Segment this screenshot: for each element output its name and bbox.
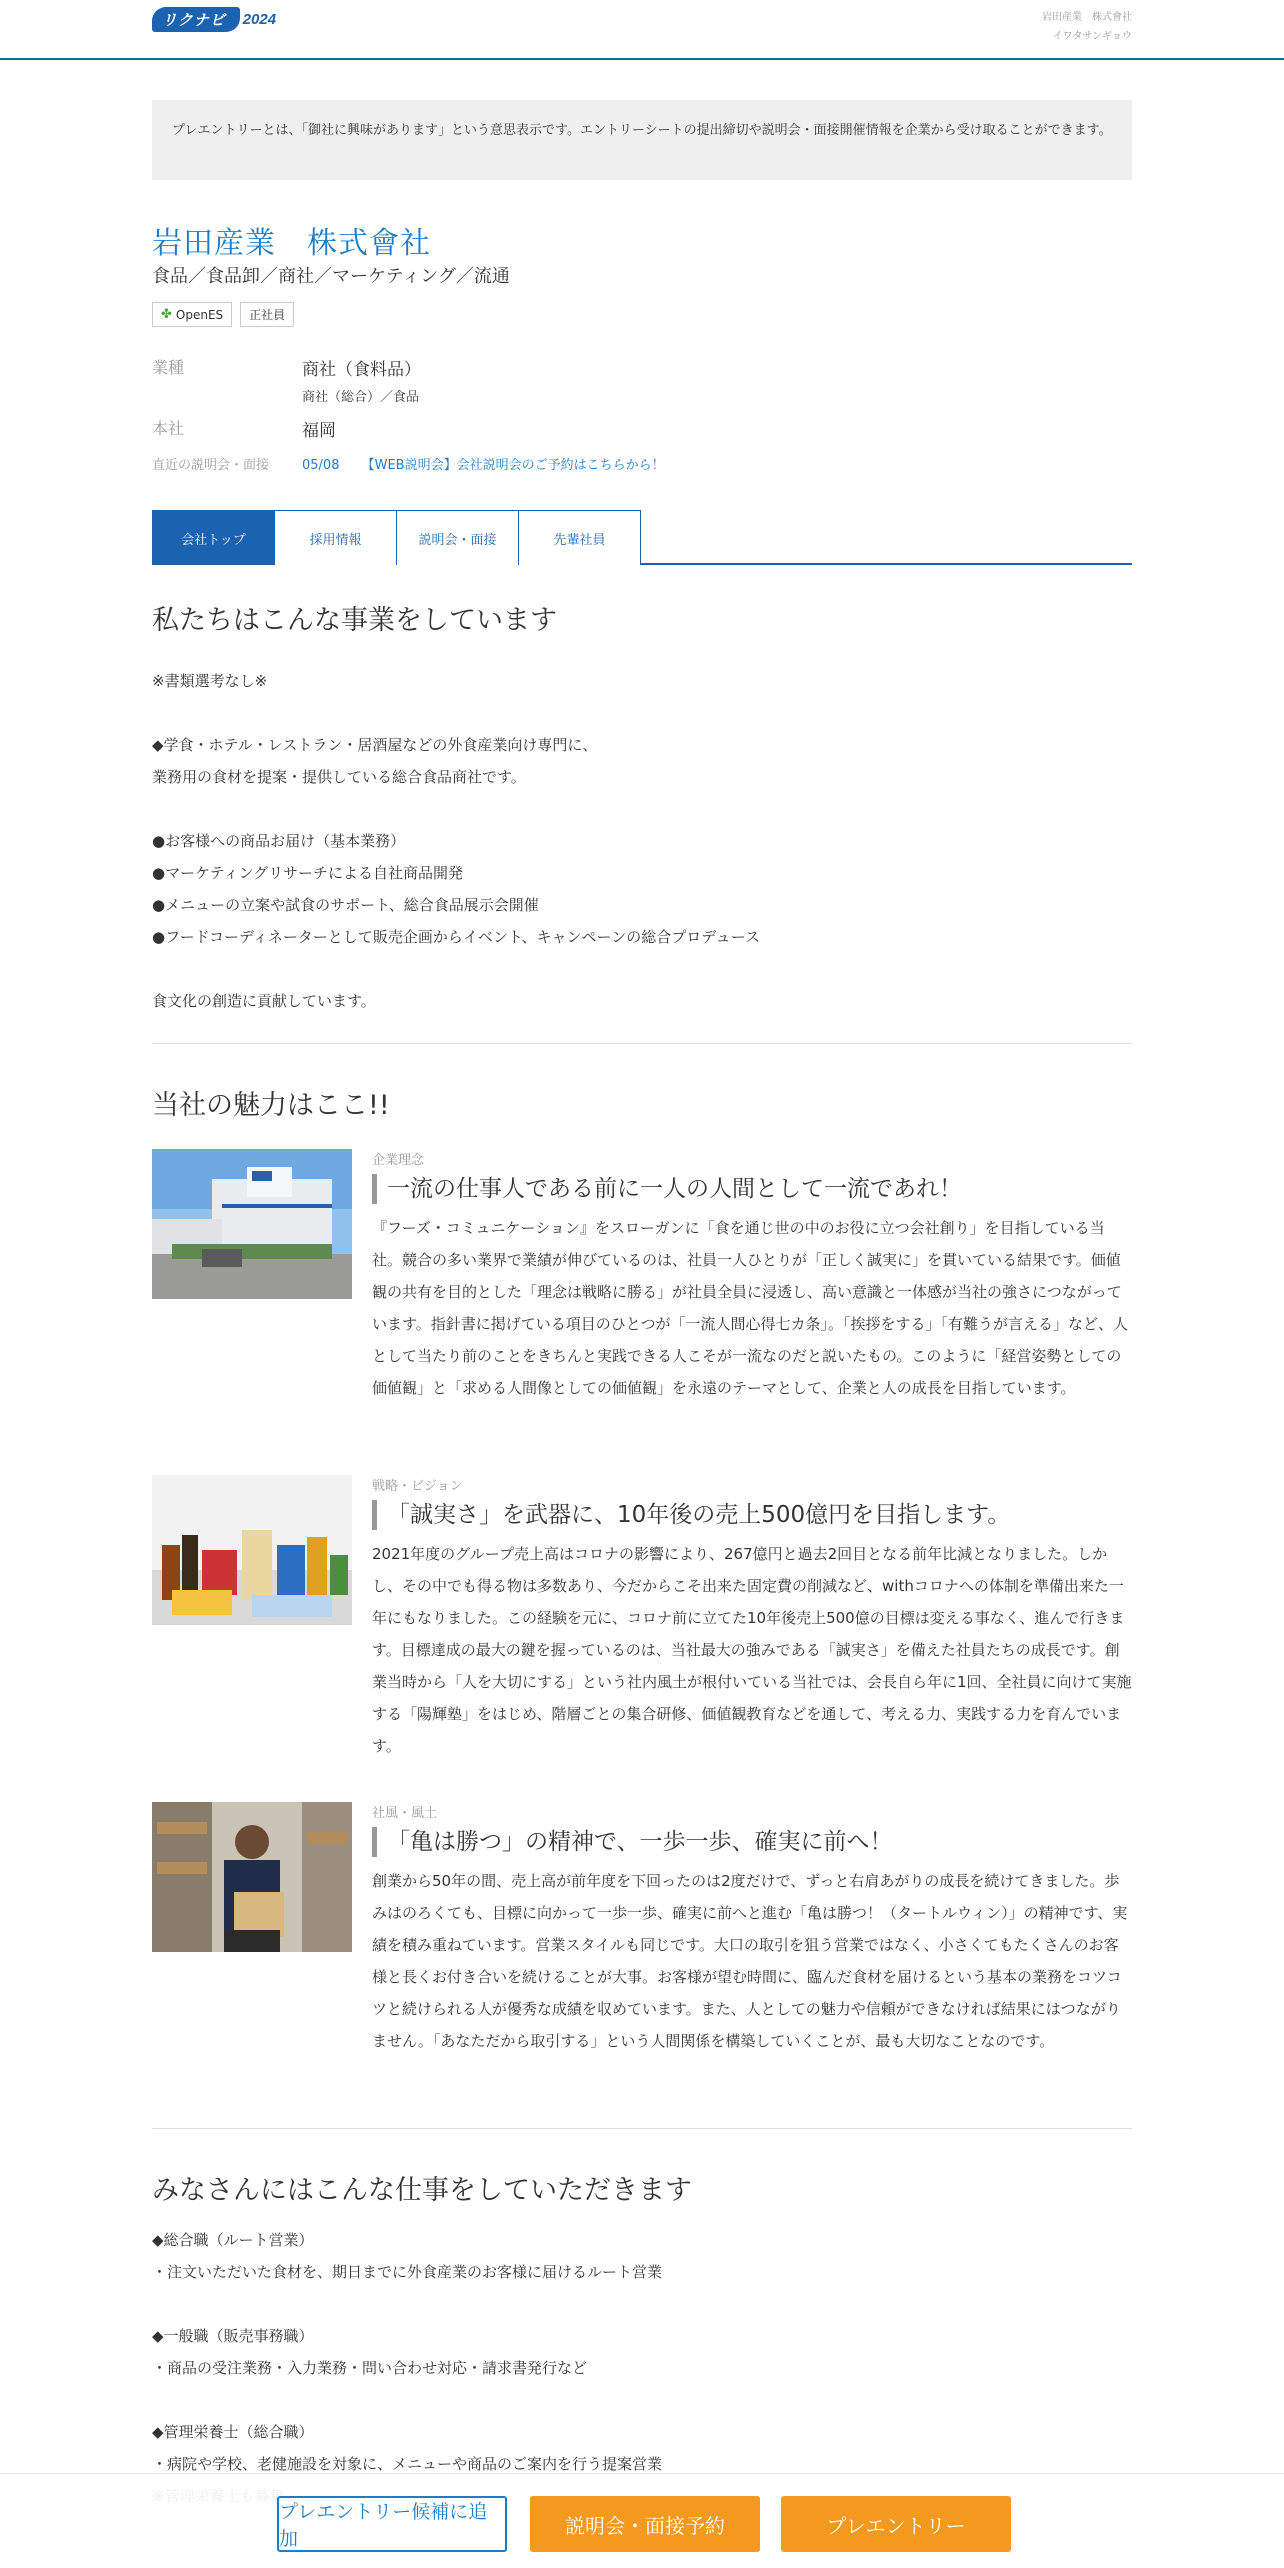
info-honsha — [152, 416, 1132, 441]
add-preentry-candidate-button[interactable]: プレエントリー候補に追加 — [277, 2496, 507, 2552]
appeal-body: 2021年度のグループ売上高はコロナの影響により、267億円と過去2回目となる前年比減となりました。しかし、その中でも得る物は多数あり、今だからこそ出来た固定費の削減など、withコロナへの体制を準備出来た一年にもなりました。この経験を元に、コロナ前に立てた10年後売上500億の目標は変える事なく、進んで行きます。目標達成の最大の鍵を握っているのは、当社最大の強みである「誠実さ」を備えた社員たちの成長です。創業当時から「人を大切にする」という社内風土が根付いている当社では、会長自ら年に1回、全社員に向けて実施する「陽輝塾」をはじめ、階層ごとの集合研修、価値観教育などを通して、考える力、実践する力を育んでいます。 — [372, 1545, 1132, 1755]
company-industry: 食品／食品卸／商社／マーケティング／流通 — [152, 266, 510, 287]
section-divider — [152, 1043, 1132, 1044]
preentry-notice: プレエントリーとは、「御社に興味があります」という意思表示です。エントリーシートの提出締切や説明会・面接開催情報を企業から受け取ることができます。 — [152, 100, 1132, 180]
info-label: 業種 — [152, 358, 185, 377]
tag-label: 正社員 — [249, 308, 286, 322]
info-gyoshu — [152, 355, 1132, 405]
appeal-title: 「誠実さ」を武器に、10年後の売上500億円を目指します。 — [372, 1500, 1132, 1530]
tag-openes — [152, 302, 232, 327]
tag-label: OpenES — [175, 307, 224, 322]
appeal-body: 創業から50年の間、売上高が前年度を下回ったのは2度だけで、ずっと右肩あがりの成長を続けてきました。歩みはのろくても、目標に向かって一歩一歩、確実に前へと進む「亀は勝つ！（タートルウィン）」の精神です、実績を積み重ねています。営業スタイルも同じです。大口の取引を狙う営業ではなく、小さくてもたくさんのお客様と長くお付き合いを続けることが大事。お客様が望む時間に、臨んだ食材を届けるという基本の業務をコツコツと続けられる人が優秀な成績を収めています。また、人としての魅力や信頼ができなければ結果にはつながりません。「あなただから取引する」という人間関係を構築していくことが、最も大切なことなのです。 — [372, 1872, 1128, 2050]
appeal-category: 社風・風土 — [372, 1806, 438, 1821]
logo-year: 2024 — [242, 10, 277, 28]
company-tags — [152, 302, 1132, 327]
tag-seishain — [240, 302, 294, 327]
appeal-category: 戦略・ビジョン — [372, 1479, 463, 1494]
appeal-text — [372, 1475, 1132, 1762]
clover-icon: ✤ — [161, 307, 172, 322]
products-photo — [152, 1475, 352, 1625]
work-text: ◆総合職（ルート営業） ・注文いただいた食材を、期日までに外食産業のお客様に届けるルート営業 ◆一般職（販売事務職） ・商品の受注業務・入力業務・問い合わせ対応・請求書発行など ◆管理栄養士（総合職） ・病院や学校、老健施設を対象に、メニューや商品のご案内を行う提案営業 — [152, 2231, 663, 2473]
staff-photo — [152, 1802, 352, 1952]
info-label: 直近の説明会・面接 — [152, 458, 270, 473]
tab-seminar[interactable]: 説明会・面接 — [396, 510, 519, 565]
seminar-link-text[interactable]: 【WEB説明会】会社説明会のご予約はこちらから！ — [361, 458, 665, 473]
seminar-date: 05/08 — [302, 458, 340, 473]
header-company-name: 岩田産業 株式會社 — [1042, 12, 1132, 23]
info-value: 福岡 — [302, 421, 336, 441]
header-company — [1042, 8, 1132, 46]
warehouse-photo — [152, 1149, 352, 1299]
seminar-link[interactable] — [302, 454, 665, 473]
appeal-category: 企業理念 — [372, 1153, 425, 1168]
appeal-body: 『フーズ・コミュニケーション』をスローガンに「食を通じ世の中のお役に立つ会社創り」を目指している当社。競合の多い業界で業績が伸びているのは、社員一人ひとりが「正しく誠実に」を貫いている結果です。価値観の共有を目的とした「理念は戦略に勝る」が社員全員に浸透し、高い意識と一体感が当社の強さにつながっています。指針書に掲げている項目のひとつが「一流人間心得七カ条」。「挨拶をする」「有難うが言える」など、人として当たり前のことをきちんと実践できる人こそが一流なのだと説いたもの。このように「経営姿勢としての価値観」と「求める人間像としての価値観」を永遠のテーマとして、企業と人の成長を目指しています。 — [372, 1219, 1129, 1397]
site-header — [0, 0, 1284, 60]
tab-recruit-info[interactable]: 採用情報 — [274, 510, 397, 565]
appeal-text — [372, 1802, 1132, 2057]
info-seminar — [152, 454, 1132, 473]
appeal-title: 一流の仕事人である前に一人の人間として一流であれ！ — [372, 1174, 1132, 1204]
business-heading: 私たちはこんな事業をしています — [152, 605, 557, 636]
tab-company-top[interactable]: 会社トップ — [152, 510, 275, 565]
tab-senior-staff[interactable]: 先輩社員 — [518, 510, 641, 565]
logo-mark: リクナビ — [152, 7, 240, 32]
appeal-text — [372, 1149, 1132, 1404]
bottom-action-bar — [0, 2473, 1284, 2568]
info-sub-value: 商社（総合）／食品 — [302, 390, 420, 405]
preentry-button[interactable]: プレエントリー — [781, 2496, 1011, 2552]
company-tabs — [152, 510, 1132, 565]
info-value: 商社（食料品） — [302, 360, 421, 380]
appeal-heading: 当社の魅力はここ!! — [152, 1090, 390, 1121]
business-text: ※書類選考なし※ ◆学食・ホテル・レストラン・居酒屋などの外食産業向け専門に、 業務用の食材を提案・提供している総合食品商社です。 ●お客様への商品お届け（基本業務） ●マーケティングリサーチによる自社商品開発 ●メニューの立案や試食のサポート、総合食品展示会開催 ●フードコーディネーターとして販売企画からイベント、キャンペーンの総合プロデュース 食文化の創造に貢献しています。 — [152, 672, 760, 1010]
header-company-kana: イワタサンギョウ — [1052, 31, 1132, 42]
section-divider — [152, 2128, 1132, 2129]
seminar-reservation-button[interactable]: 説明会・面接予約 — [530, 2496, 760, 2552]
info-label: 本社 — [152, 419, 185, 438]
appeal-title: 「亀は勝つ」の精神で、一歩一歩、確実に前へ！ — [372, 1827, 1132, 1857]
company-name: 岩田産業 株式會社 — [152, 226, 431, 261]
work-heading: みなさんにはこんな仕事をしていただきます — [152, 2175, 692, 2206]
rikunabi-logo[interactable] — [152, 6, 276, 32]
